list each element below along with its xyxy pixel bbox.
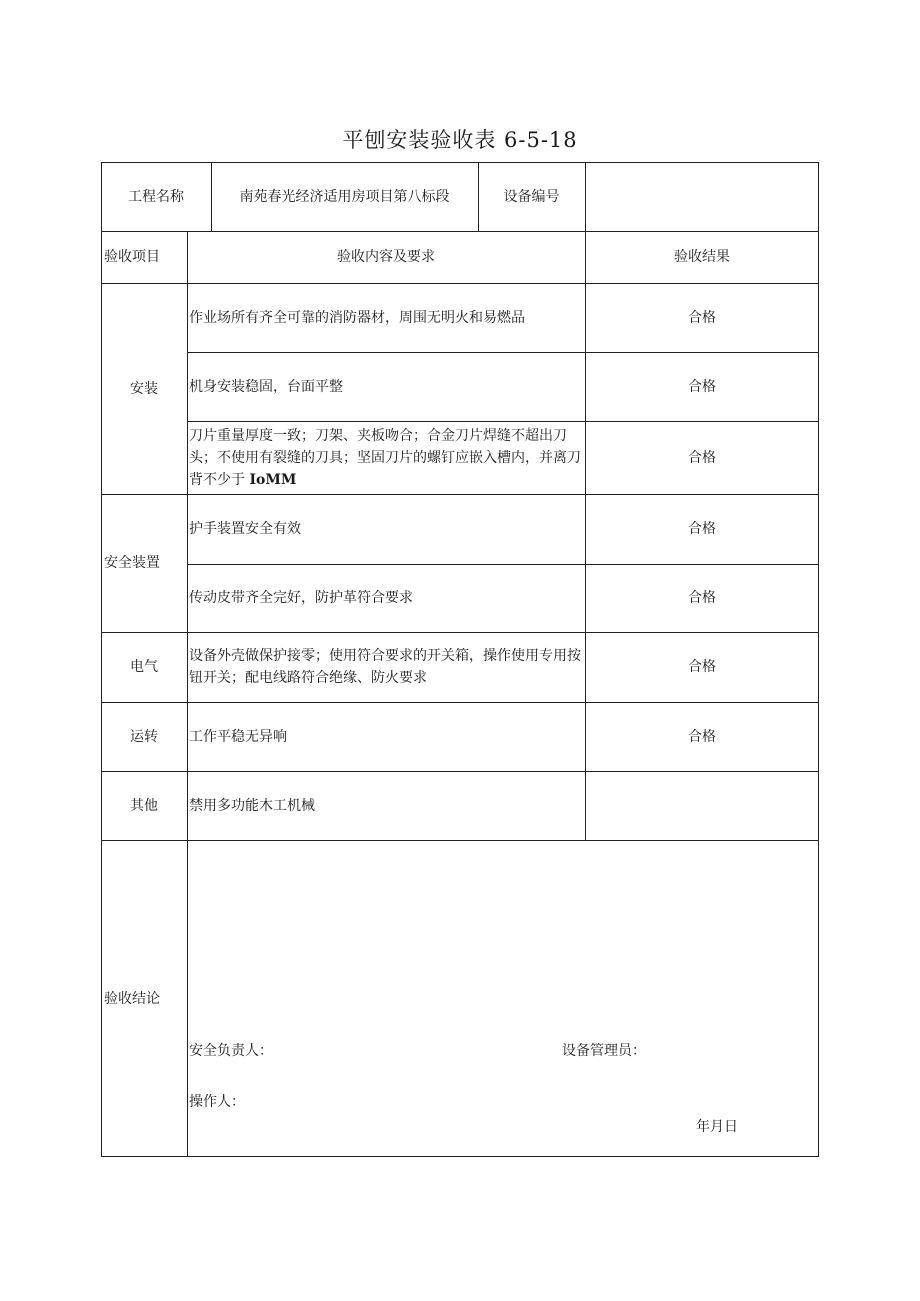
- signature-date: 年月日: [696, 1119, 738, 1135]
- operator-signature: 操作人：: [189, 1094, 245, 1110]
- table-row-content: 设备外壳做保护接零；使用符合要求的开关箱，操作使用专用按钮开关；配电线路符合绝缘、防火要求: [189, 648, 581, 686]
- table-row-result: [585, 771, 819, 840]
- table-row-result: 合格: [688, 309, 716, 326]
- page-title: 平刨安装验收表 6-5-18: [342, 128, 578, 152]
- table-row-result: 合格: [688, 449, 716, 466]
- group-electric: 电气: [130, 659, 158, 675]
- table-row-content: 传动皮带齐全完好，防护革符合要求: [189, 590, 413, 606]
- table-row-result: 合格: [688, 521, 716, 537]
- group-other: 其他: [130, 797, 158, 814]
- group-run: 运转: [130, 728, 158, 745]
- table-row-content: [187, 421, 585, 494]
- table-row-result: 合格: [688, 659, 716, 675]
- table-row-result: 合格: [688, 590, 716, 606]
- table-row-content: 工作平稳无异响: [189, 728, 287, 745]
- group-install: 安装: [130, 380, 158, 397]
- column-header-result: 验收结果: [674, 249, 730, 265]
- safety-officer-signature: 安全负责人：: [189, 1043, 273, 1059]
- project-name-label: 工程名称: [128, 188, 184, 205]
- conclusion-label: 验收结论: [104, 990, 160, 1007]
- group-safety-device: 安全装置: [104, 555, 160, 571]
- table-row-result: 合格: [688, 378, 716, 395]
- table-row-result: 合格: [688, 728, 716, 745]
- project-name-value: 南苑春光经济适用房项目第八标段: [239, 188, 450, 205]
- table-row-content: 护手装置安全有效: [189, 521, 301, 537]
- device-number-value: [585, 162, 819, 231]
- column-header-item: 验收项目: [104, 249, 160, 265]
- equipment-manager-signature: 设备管理员：: [562, 1043, 646, 1059]
- device-number-label: 设备编号: [503, 188, 560, 205]
- column-header-content: 验收内容及要求: [337, 249, 435, 265]
- table-row-content: 禁用多功能木工机械: [189, 797, 315, 814]
- table-row-content: 机身安装稳固，台面平整: [189, 378, 343, 395]
- table-row-content: 作业场所有齐全可靠的消防器材，周围无明火和易燃品: [189, 309, 525, 326]
- table-row-content-text: 刀片重量厚度一致；刀架、夹板吻合；合金刀片焊缝不超出刀头；不使用有裂缝的刀具；坚固刀片的螺钉应嵌入槽内，并离刀背不少于 IoMM: [189, 427, 581, 488]
